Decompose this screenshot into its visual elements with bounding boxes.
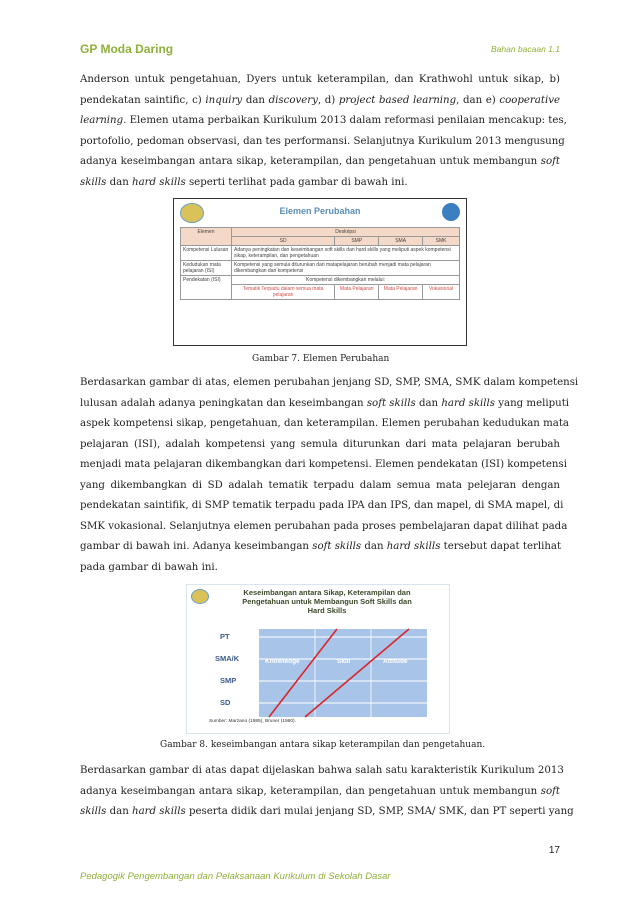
italic-term: skills xyxy=(80,806,107,817)
row-kedudukan-text: Kompetensi yang semula diturunkan dari matapelajaran berubah menjadi mata pelajaran dikembangkan dari kompetensi xyxy=(232,261,460,276)
italic-term: project based learning xyxy=(338,94,457,106)
figure-2-title-line-1: Keseimbangan antara Sikap, Keterampilan dan xyxy=(243,588,411,597)
italic-term: skills xyxy=(80,176,107,188)
figure-2-title-line-3: Hard Skills xyxy=(307,606,347,615)
figure-keseimbangan xyxy=(186,584,450,734)
pendekatan-sma: Mata Pelajaran xyxy=(379,285,423,300)
figure-1-title: Elemen Perubahan xyxy=(279,206,361,216)
text-line: lulusan adalah adanya peningkatan dan keseimbangan soft skills dan hard skills yang meliputi xyxy=(80,397,570,409)
curriculum-logo xyxy=(442,203,460,221)
level-sd: SD xyxy=(232,237,335,246)
italic-term: soft skills xyxy=(366,397,416,409)
row-kompetensi-label: Kompetensi Lulusan xyxy=(181,246,232,261)
italic-term: hard skills xyxy=(441,397,496,409)
text-line: skills dan hard skills peserta didik dari mulai jenjang SD, SMP, SMA/ SMK, dan PT seperti yang xyxy=(80,806,574,817)
pendekatan-smp: Mata Pelajaran xyxy=(335,285,379,300)
text-line: pendekatan saintific, c) inquiry dan discovery, d) project based learning, dan e) cooperative xyxy=(80,94,560,106)
text-line: Berdasarkan gambar di atas dapat dijelaskan bahwa salah satu karakteristik Kurikulum 2013 xyxy=(80,765,564,776)
figure-2-caption: Gambar 8. keseimbangan antara sikap keterampilan dan pengetahuan. xyxy=(160,740,486,750)
paragraph-1 xyxy=(80,70,567,193)
pendekatan-sd: Tematik Terpadu dalam semua mata pelajaran xyxy=(232,285,335,300)
italic-term: cooperative xyxy=(499,94,560,106)
text-line: learning. Elemen utama perbaikan Kurikulum 2013 dalam reformasi penilaian mencakup: tes, xyxy=(80,115,567,126)
text-line: skills dan hard skills seperti terlihat pada gambar di bawah ini. xyxy=(80,176,408,188)
italic-term: soft xyxy=(540,156,560,167)
figure-elemen-perubahan xyxy=(173,198,467,346)
row-pendekatan-text: Kompetensi dikembangkan melalui: xyxy=(232,276,460,285)
text-line: Anderson untuk pengetahuan, Dyers untuk keterampilan, dan Krathwohl untuk sikap, b) xyxy=(80,74,560,85)
italic-term: inquiry xyxy=(205,94,243,106)
italic-term: soft xyxy=(540,785,560,797)
label-knowledge: Knowledge xyxy=(265,658,300,665)
text-line: gambar di bawah ini. Adanya keseimbangan soft skills dan hard skills tersebut dapat terlihat xyxy=(80,541,562,552)
italic-term: soft skills xyxy=(312,541,362,552)
text-line: pelajaran (ISI), adalah kompetensi yang semula diturunkan dari mata pelajaran berubah xyxy=(80,438,560,450)
text-line: portofolio, pedoman observasi, dan tes performansi. Selanjutnya Kurikulum 2013 mengusung xyxy=(80,135,565,147)
col-elemen: Elemen xyxy=(181,228,232,246)
diagram-background xyxy=(259,629,427,717)
italic-term: hard skills xyxy=(132,806,186,817)
ministry-logo xyxy=(191,589,209,604)
row-kedudukan-label: Kedudukan mata pelajaran (ISI) xyxy=(181,261,232,276)
text-line: pada gambar di bawah ini. xyxy=(80,561,218,573)
level-smk: SMK xyxy=(423,237,460,246)
col-deskripsi: Deskripsi xyxy=(232,228,460,237)
header-title: GP Moda Daring xyxy=(80,42,174,56)
text-line: yang dikembangkan di SD adalah tematik terpadu dalam semua mata pelejaran dengan xyxy=(80,479,560,491)
paragraph-2 xyxy=(80,373,579,578)
label-skill: Skill xyxy=(337,658,351,665)
label-attitude: Attitude xyxy=(383,658,408,665)
text-line: pendekatan saintifik, di SMP tematik terpadu pada IPA dan IPS, dan mapel, di SMA mapel, di xyxy=(80,500,564,511)
row-pendekatan-label: Pendekatan (ISI) xyxy=(181,276,232,300)
level-sd: SD xyxy=(220,698,231,707)
level-pt: PT xyxy=(220,632,230,641)
level-sma-k: SMA/K xyxy=(215,654,240,663)
footer-text: Pedagogik Pengembangan dan Pelaksanaan Kurikulum di Sekolah Dasar xyxy=(80,871,391,882)
italic-term: hard skills xyxy=(386,541,441,552)
text-line: menjadi mata pelajaran dikembangkan dari kompetensi. Elemen pendekatan (ISI) kompetensi xyxy=(80,459,567,470)
figure-1-caption: Gambar 7. Elemen Perubahan xyxy=(252,354,390,364)
text-line: SMK vokasional. Selanjutnya elemen perubahan pada proses pembelajaran dapat dilihat pada xyxy=(80,520,568,532)
text-line: Berdasarkan gambar di atas, elemen perubahan jenjang SD, SMP, SMA, SMK dalam kompetensi xyxy=(80,377,579,388)
row-kompetensi-text: Adanya peningkatan dan keseimbangan soft skills dan hard skills yang meliputi aspek kompetensi sikap, keterampilan, dan pengetahuan xyxy=(232,246,460,261)
italic-term: discovery xyxy=(268,94,318,106)
figure-2-title-line-2: Pengetahuan untuk Membangun Soft Skills dan xyxy=(242,597,412,606)
level-smp: SMP xyxy=(220,676,237,685)
text-line: adanya keseimbangan antara sikap, keterampilan, dan pengetahuan untuk membangun soft xyxy=(80,156,560,167)
level-smp: SMP xyxy=(335,237,379,246)
elemen-table xyxy=(180,227,460,300)
header-subtitle: Bahan bacaan 1.1 xyxy=(490,44,560,54)
figure-2-source: Sumber: Marzano (1985), Bruner (1960). xyxy=(209,719,296,724)
paragraph-3 xyxy=(80,761,574,823)
text-line: aspek kompetensi sikap, pengetahuan, dan keterampilan. Elemen perubahan kedudukan mata xyxy=(80,418,569,429)
text-line: adanya keseimbangan antara sikap, keterampilan, dan pengetahuan untuk membangun soft xyxy=(80,785,560,797)
italic-term: learning xyxy=(80,115,124,126)
level-sma: SMA xyxy=(379,237,423,246)
italic-term: hard skills xyxy=(132,176,186,188)
page-number: 17 xyxy=(548,845,560,856)
pendekatan-smk: Vokasional xyxy=(423,285,460,300)
